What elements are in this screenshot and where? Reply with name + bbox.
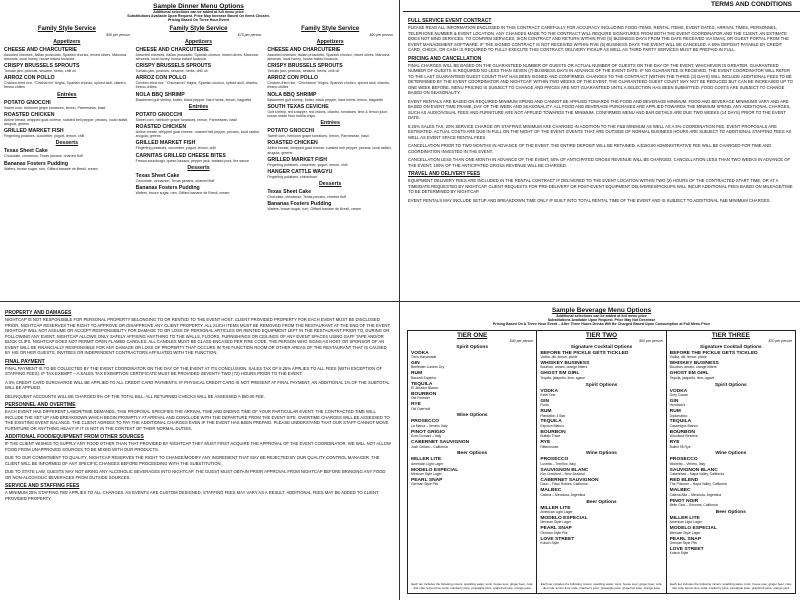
terms-section-heading: PROPERTY AND DAMAGES <box>5 310 72 316</box>
beverage-item-name: TEQUILA <box>411 381 433 387</box>
menu-item-name: ARROZ CON POLLO <box>4 75 55 82</box>
beverage-item-description: Buffalo Trace <box>540 434 561 439</box>
menu-section-heading: Entrées <box>188 103 209 110</box>
terms-body <box>403 12 800 210</box>
beverage-item-description: Fords <box>540 403 549 408</box>
beverage-item-name: VODKA <box>540 388 558 394</box>
beverage-section-heading: Beer Options <box>457 451 488 457</box>
beverage-item-description: Catena Alta – Mendoza, Argentina <box>669 492 722 497</box>
beverage-item-description: Vodka, dill, lemon, pickle <box>669 355 707 360</box>
property-terms-body <box>0 304 397 508</box>
beverage-item-name: VODKA <box>411 350 429 356</box>
menu-item-name: ARROZ CON POLLO <box>135 75 187 82</box>
beverage-menu-page <box>403 304 800 600</box>
menu-item-description: Sweet corn, heirloom grape tomatoes, lemon, Parmesean, basil <box>135 117 237 122</box>
terms-paragraph: EVENT RENTALS MAY INCLUDE SETUP AND BREAKDOWN TIME ONLY IF BUILT INTO TOTAL RENTAL TIME OF THE EVENT AND IS SUBJECT TO ADDITIONAL F&B MINIMUM CHARGES. <box>408 197 771 203</box>
beverage-item-description: Mexican Style Lager <box>411 472 442 477</box>
menu-item-description: Fingerling potatoes, cucumber, yogurt, lemon, chili <box>267 162 348 167</box>
menu-item-name: CRISPY BRUSSELS SPROUTS <box>267 63 343 70</box>
beverage-section-heading: Wine Options <box>715 451 747 457</box>
beverage-item-description: Kim Crawford – New Zealand <box>540 472 585 477</box>
menu-item-name: ARROZ CON POLLO <box>267 75 319 82</box>
beverage-item-name: PEARL SNAP <box>540 526 572 532</box>
beverage-item-name: LOVE STREET <box>540 536 575 542</box>
beverage-item-description: Vodka, dill, lemon, pickle <box>540 355 578 360</box>
beverage-item-description: Belle Glos – Sonoma, California <box>669 503 718 508</box>
beverage-section-heading: Signature Cocktail Options <box>570 344 633 350</box>
menu-item-name: CRISPY BRUSSELS SPROUTS <box>135 63 212 70</box>
beverage-item-name: GIN <box>411 360 420 366</box>
beverage-tier-columns <box>407 330 796 594</box>
menu-item-description: Assorted cheeses, Italian prosciutto, Spanish chorizo, mixed olives, Marcona almonds, local honey, house baked focaccia <box>4 52 127 61</box>
terms-paragraph: CANCELLATION PRIOR TO TWO MONTHS IN ADVANCE OF THE EVENT, THE ENTIRE DEPOSIT WILL BE RETAINED. A $150.00 ADMINISTRATIVE FEE WILL BE CHARGED FOR TIME AND COORDINATION INVESTED IN THE EVENT. <box>408 143 772 154</box>
menu-item-description: Chicken-fried rice, "Chicharron" thighs, Spanish chorizo, spiced aioli, cilantro, fresno chilies <box>267 81 390 90</box>
menu-item-name: CARNITAS GRILLED CHEESE BITES <box>135 152 226 159</box>
menu-item-name: NOLA BBQ SHRIMP <box>135 91 185 98</box>
beverage-item-name: RYE <box>669 440 680 446</box>
beverage-item-name: PINOT GRIGIO <box>411 429 445 435</box>
beverage-item-name: RYE <box>411 402 421 408</box>
menu-item-description: Airline breast, whipped goat cheese, roasted bell pepper, pecans, local radish, arugula, greens <box>135 130 260 139</box>
beverage-item-description: Beefeater London Dry <box>411 365 445 370</box>
terms-paragraph: NIGHTCAP IS NOT RESPONSIBLE FOR PERSONAL PROPERTY BELONGING TO OR RENTED TO THE EVENT HOST. CLIENT PROVIDED PROPERTY FOR EACH EVENT MUST BE DISCLOSED PRIOR. NIGHTCAP RESERVES THE RIGHT TO APPROVE OR DISAPPROVE ANY CLIENT PROPERTY. ALL SUCH ITEMS MUST BE REMOVED FROM THE RESTAURANT AT THE END OF THE EVENT. NIGHTCAP WILL NOT ASSUME OR ACCEPT RESPONSIBILITY FOR DAMAGE TO OR LOSS OF PERSONAL ARTICLES OR RENTED EQUIPMENT LEFT IN THE RESTAURANT PRIOR TO, DURING OR FOLLOWING ANY EVENT. NIGHTCAP ALLOWS ONLY SAFELY AFFIXING ANYTHING TO THE WALLS, FLOORS, FURNISHINGS OR CEILINGS OF ANY EVENT SPACES USING GAFF TAPE AND/OR BLICK CLIPS. NIGHTCAP DOES NOT PERMIT OPEN FLAMED CANDLES. ALL CANDLES MUST BE GLASS ENCASED PER FIRE CODE. THE PERSON WHO SIGNS AS HOST OR SPONSOR OF AN EVENT WILL BE FINANCIALLY RESPONSIBLE FOR ANY DAMAGE OR LOSS OF PROPERTY THAT OCCURS IN THE FUNCTION ROOM OR OTHER AREAS OF THE RESTAURANT THAT IS CAUSED BY HIS OR HER GUESTS, INVITEES OR INDEPENDENT CONTRACTORS AFFILIATED WITH THE FUNCTION. <box>5 317 391 355</box>
menu-item-description: Tomato jam, peanuts, sesame, herbs, chili oil <box>4 69 76 74</box>
dinner-menu-title: Sample Dinner Menu Options <box>153 3 244 10</box>
dinner-menu-columns <box>4 26 393 212</box>
menu-item-description: Fresca sourdough, queso oaxaca, pepper jack, braised pork, fire sauce <box>135 158 249 163</box>
menu-item-description: Fingerling potatoes, chimichurri <box>267 175 318 180</box>
beverage-item-description: Grey Goose <box>669 392 688 397</box>
beverage-item-description: German Style Pils <box>540 530 568 535</box>
beverage-item-name: SAUVIGNON BLANC <box>540 467 589 473</box>
beverage-item-description: Mionetto – Veneto, Italy <box>669 461 706 466</box>
menu-item-description: Wafers, brown sugar, rum, Giffard banane de Bresil, cream <box>135 191 230 196</box>
beverage-section-heading: Wine Options <box>456 413 488 419</box>
menu-section-heading: Appetizers <box>184 38 213 45</box>
menu-item-description: Chocolate, cinnamon, Texas pecans, charred fluff <box>4 154 83 159</box>
terms-section-heading: PRICING AND CANCELLATION <box>408 55 482 62</box>
beverage-item-name: MILLER LITE <box>669 515 700 521</box>
menu-item-name: POTATO GNOCCHI <box>4 99 51 106</box>
menu-item-name: NOLA BBQ SHRIMP <box>267 91 317 98</box>
beverage-item-description: Lunetta – Trentino, Italy <box>540 461 576 466</box>
menu-item-description: Wafers, brown sugar, rum, Giffard banane de Bresil, cream <box>4 166 98 171</box>
menu-section-heading: Desserts <box>187 164 210 171</box>
beverage-item-name: PROSECCO <box>540 457 569 463</box>
menu-item-name: Bananas Fosters Pudding <box>4 160 68 167</box>
beverage-item-description: Bulleit 95 Rye <box>669 444 691 449</box>
beverage-menu-subtitle-3: Pricing Based On A Three Hour Event – After Three Hours Drinks Will Be Charged Based Upon Consumption at Full Menu Price <box>492 322 711 327</box>
beverage-item-description: Diplomatico <box>669 413 688 418</box>
beverage-item-name: RUM <box>411 371 423 377</box>
terms-paragraph: FINAL PAYMENT IS TO BE COLLECTED BY THE EVENT COORDINATOR ON THE DAY OF THE EVENT AT ITS CONCLUSION. SALES TAX OF 8.25% APPLIES TO ALL FEES (WITH EXCEPTION OF STAFFING FEES). IF TAX EXEMPT – A SALES TAX EXEMPTION CERTIFICATE MUST BE PROVIDED SEVENTY TWO (72) HOURS PRIOR TO THE EVENT. <box>5 365 383 376</box>
menu-column-price: $75 per person <box>237 32 262 37</box>
beverage-item-name: TEQUILA <box>540 419 562 425</box>
beverage-item-name: CABERNET SAUVIGNON <box>540 478 599 484</box>
menu-section-heading: Appetizers <box>316 38 344 45</box>
terms-section-heading: TRAVEL AND DELIVERY FEES <box>408 171 481 177</box>
beverage-item-name: GIN <box>669 398 679 404</box>
beverage-item-description: Tito's Handmade <box>411 355 437 360</box>
menu-item-name: Texas Sheet Cake <box>135 172 180 179</box>
beverage-item-name: LOVE STREET <box>669 546 704 552</box>
tier-title: TIER ONE <box>457 331 488 339</box>
beverage-item-name: RED BLEND <box>669 478 699 484</box>
beverage-item-name: PEARL SNAP <box>669 536 702 542</box>
beverage-item-name: GHOST EM GIRL <box>540 371 580 377</box>
beverage-item-name: MALBEC <box>669 488 691 494</box>
horizontal-divider <box>0 301 800 302</box>
menu-column-price: $90 per person <box>369 32 394 37</box>
beverage-item-name: WHISKEY BUSINESS <box>540 360 590 366</box>
terms-section-heading: FULL SERVICE EVENT CONTRACT <box>408 18 492 24</box>
beverage-item-name: GHOST EM GIRL <box>669 371 709 377</box>
beverage-item-description: Hendrick's <box>669 403 686 408</box>
beverage-item-description: Ecco Domani – Italy <box>411 434 442 439</box>
menu-item-name: GRILLED MARKET FISH <box>267 156 327 163</box>
beverage-item-description: Mexican Style Lager <box>540 520 572 525</box>
terms-paragraph: EQUIPMENT DELIVERY FEES ARE INCLUDED IN THE RENTAL CONTRACT IF DELIVERED TO THE EVENT LOCATION WITHIN TWO (2) HOURS OF THE CONTRACTED START TIME, OR AT A TIME/DATE REQUESTED BY NIGHTCAP. CLIENT REQUESTS FOR PRE-DELIVERY OR POST-EVENT EQUIPMENT DELIVERIES/PICKUPS WILL INCUR ADDITIONAL FEES BASED ON MILEAGE/TIME TO BE DETERMINED BY NIGHTCAP. <box>408 178 793 194</box>
menu-section-heading: Entrées <box>57 91 77 98</box>
beverage-item-name: MODELO ESPECIAL <box>540 515 588 521</box>
beverage-item-name: PEARL SNAP <box>411 478 443 484</box>
beverage-item-name: VODKA <box>669 388 688 394</box>
terms-paragraph: DUE TO STATE LAW, GUESTS MAY NOT BRING ANY ALCOHOLIC BEVERAGES INTO NIGHTCAP. THE GUEST MUST OBTAIN PRIOR APPROVAL FROM NIGHTCAP BEFORE BRINGING ANY FOOD OR NON-ALCOHOLIC BEVERAGES FROM OUTSIDE SOURCES. <box>5 469 386 480</box>
menu-item-name: ROASTED CHICKEN <box>4 111 55 118</box>
menu-column-title: Family Style Service <box>301 25 360 32</box>
menu-item-description: Chocolate, cinnamon, Texas pecans, charred fluff <box>267 195 346 200</box>
tier-title: TIER TWO <box>585 331 618 339</box>
menu-item-name: POTATO GNOCCHI <box>135 111 183 118</box>
menu-item-name: CRISPY BRUSSELS SPROUTS <box>4 63 80 70</box>
menu-item-description: Sweet corn, heirloom grape tomatoes, lemon, Parmesean, basil <box>267 134 369 139</box>
beverage-item-description: German Style Pils <box>669 541 697 546</box>
menu-item-description: Wafers, brown sugar, rum, Giffard banane de Bresil, cream <box>267 207 362 212</box>
beverage-item-description: El Jimador Blanco <box>411 385 439 390</box>
menu-item-name: Texas Sheet Cake <box>4 148 48 155</box>
menu-item-description: Blackened gulf shrimp, butter, black pepper, hard herbs, lemon, baguette <box>267 97 384 102</box>
menu-column <box>267 26 393 212</box>
terms-paragraph: IF THE CLIENT WISHES TO SUPPLY ANY FOOD OTHER THAN THAT PROVIDED BY NIGHTCAP THEY MUST FIRST ACQUIRE THE APPROVAL OF THE EVENT COORDINATOR. WE WILL NOT ALLOW FOOD FROM UNAPPROVED SOURCES TO BE MIXED WITH OUR PRODUCTS. <box>5 441 391 452</box>
menu-item-description: Assorted cheeses, Italian prosciutto, Spanish chorizo, mixed olives, Marcona almonds, local honey, house baked focaccia <box>267 52 390 61</box>
tier-mixers-note: Each tier includes the following mixers: sparkling water, tonic, house sour, ginger beer, cola, diet cola, lemon-lime soda, cranberry juice, pineapple juice, grapefruit juice, orange juice <box>670 582 792 591</box>
menu-item-name: CHEESE AND CHARCUTERIE <box>267 46 341 53</box>
beverage-section-heading: Wine Options <box>586 451 617 457</box>
beverage-item-description: Old Forester <box>411 396 430 401</box>
dinner-menu-page <box>0 0 397 299</box>
terms-paragraph: A 3% CREDIT CARD SURCHARGE WILL BE APPLIED TO ALL CREDIT CARD PAYMENTS. IF PHYSICAL CREDIT CARD IS NOT PRESENT AT FINAL PAYMENT, AN ADDITIONAL 1% OF THE SUBTOTAL WILL BE APPLIED. <box>5 379 390 390</box>
beverage-item-name: MILLER LITE <box>411 457 442 463</box>
beverage-item-description: American Light Lager <box>669 520 702 525</box>
menu-column <box>4 26 130 212</box>
beverage-item-description: Daou – Paso Robles, California <box>540 482 588 487</box>
beverage-item-name: SAUVIGNON BLANC <box>669 467 718 473</box>
menu-item-description: Chicken-fried rice, "Chicharron" thighs, Spanish chorizo, spiced aioli, cilantro, fresno chilies <box>4 81 127 90</box>
beverage-menu-subtitle-1: Additional selections can be added at full menu price <box>556 314 647 318</box>
beverage-item-name: MILLER LITE <box>540 505 571 511</box>
menu-column-price: $50 per person <box>106 32 130 37</box>
beverage-section-heading: Spirit Options <box>585 382 618 388</box>
menu-item-description: Airline breast, whipped goat cheese, roasted bell pepper, pecans, local radish, arugula, greens <box>267 146 392 155</box>
beverage-item-description: Tequila, jalapeño, lime, agave <box>669 375 715 380</box>
menu-item-name: CHEESE AND CHARCUTERIE <box>135 46 209 53</box>
menu-section-heading: Desserts <box>318 181 342 188</box>
terms-paragraph: EACH EVENT HAS DIFFERENT LABOR/TIME DEMANDS. THIS PROPOSAL SPECIFIES THE ARRIVAL TIME AND ENDING TIME OF YOUR PARTICULAR EVENT. THE CONTRACTED TIME WILL INCLUDE THE SET UP AND BREAKDOWN WHICH BEGIN PROMPTLY AT ARRIVAL AND CONCLUDE WITH THE DEPARTURE FROM THE EVENT SITE. OVERTIME CHARGES WILL BE ASSESSED TO THE EXISTING EVENT BALANCE. THE CLIENT AGREES TO PAY THE ADDITIONAL CHARGES EVEN IF THE EVENT HAS BEEN PREPAID. PLEASE UNDERSTAND THAT OUR STAFF CANNOT MOVE FURNITURE OR ANYTHING HEAVY IF IT IS NOT IN THE CONTEXT OF THEIR NORMAL DUTIES. <box>5 409 390 431</box>
menu-item-name: ROASTED CHICKEN <box>135 124 187 131</box>
beverage-item-name: BOURBON <box>540 429 566 435</box>
beverage-item-name: MALBEC <box>540 488 562 494</box>
beverage-section-heading: Signature Cocktail Options <box>700 344 762 350</box>
vertical-divider <box>399 0 400 600</box>
beverage-item-name: CABERNET SAUVIGNON <box>411 440 470 446</box>
beverage-item-name: RUM <box>540 409 552 415</box>
menu-item-description: Tomato jam, peanuts, sesame, herbs, chili oil <box>135 69 208 74</box>
beverage-item-description: Kolsch Style <box>669 551 689 556</box>
menu-item-name: CHEESE AND CHARCUTERIE <box>4 46 78 53</box>
menu-section-heading: Appetizers <box>53 38 81 45</box>
beverage-item-description: American Light Lager <box>540 510 573 515</box>
property-terms-page <box>0 304 397 600</box>
menu-item-name: Bananas Fosters Pudding <box>135 185 200 192</box>
menu-column <box>136 26 262 212</box>
beverage-item-description: Mexican Style Lager <box>669 530 701 535</box>
menu-item-name: POTATO GNOCCHI <box>267 128 315 135</box>
beverage-item-description: Rittenhouse <box>540 444 559 449</box>
beverage-item-description: Tequila, jalapeño, lime, agave <box>540 375 585 380</box>
beverage-item-description: Old Overholt <box>411 406 431 411</box>
tier-mixers-note: Each tier includes the following mixers: sparkling water, tonic, house sour, ginger beer, cola, diet cola, lemon-lime soda, cranberry juice, pineapple juice, grapefruit juice, orange juice <box>540 582 663 591</box>
beverage-section-heading: Spirit Options <box>714 382 747 388</box>
beverage-item-name: PINOT NOIR <box>669 498 699 504</box>
menu-item-description: Sweet corn, heirloom grape tomatoes, lemon, Parmesean, basil <box>4 105 106 110</box>
beverage-item-name: PROSECCO <box>669 457 698 463</box>
menu-item-name: SOUTH TEXAS CEVICHE <box>267 103 329 110</box>
menu-item-description: Fingerling potatoes, cucumber, yogurt, lemon, chili <box>4 134 85 139</box>
beverage-item-description: Espolon Blanco <box>540 423 564 428</box>
menu-item-name: Texas Sheet Cake <box>267 189 312 196</box>
tier-price: $40 per person <box>509 338 534 343</box>
menu-item-description: Assorted cheeses, Italian prosciutto, Spanish chorizo, mixed olives, Marcona almonds, local honey, house baked focaccia <box>135 52 258 61</box>
menu-item-description: Airline breast, whipped goat cheese, roasted bell pepper, pecans, local radish, arugula, greens <box>4 117 129 127</box>
beverage-menu-title: Sample Beverage Menu Options <box>551 307 652 314</box>
menu-item-name: HANGER CATTLE WAGYU <box>267 169 333 176</box>
menu-column-title: Family Style Service <box>169 25 228 32</box>
tier-price: $60 per person <box>639 338 663 343</box>
menu-item-description: Blackened gulf shrimp, butter, black pepper, hard herbs, lemon, baguette <box>135 97 252 102</box>
terms-paragraph: A MINIMUM 25% STAFFING FEE APPLIES TO ALL CHARGES. AS EVENTS ARE CUSTOM DESIGNED, STAFFING FEES MAY VARY AS A RESULT. ADDITIONAL FEES MAY BE ADDED TO CLIENT PROVIDED PROPERTY. <box>5 490 379 501</box>
beverage-item-description: Josh Cellars – California <box>411 444 448 449</box>
beverage-item-description: Bacardi Superior <box>411 375 437 380</box>
terms-section-heading: ADDITIONAL FOOD/EQUIPMENT FROM OTHER SOURCES <box>5 434 144 440</box>
beverage-item-description: La Marca – Veneto, Italy <box>411 423 448 428</box>
menu-item-description: Tomato jam, peanuts, sesame, herbs, chili oil <box>267 69 340 74</box>
beverage-item-name: GIN <box>540 398 550 404</box>
menu-item-name: Bananas Fosters Pudding <box>267 201 332 208</box>
beverage-item-description: German Style Pils <box>411 482 439 487</box>
beverage-item-description: Woodford Reserve <box>669 434 698 439</box>
beverage-tier-column <box>667 331 795 593</box>
terms-paragraph: PLEASE READ ALL INFORMATION ENCLOSED IN THIS CONTRACT CAREFULLY FOR ACCURACY INCLUDING FOOD ITEMS, RENTAL ITEMS, EVENT DATES, ARRIVAL TIMES, PERSONNEL, TELEPHONE NUMBER & EVENT LOCATION. ANY CHANGES MADE TO THE CONTRACT WILL REQUIRE SIGNATURES FROM BOTH THE EVENT COORDINATOR AND THE CLIENT. AN ESTIMATE DOES NOT BIND SERVICES. TO CONFIRM SERVICES, SIGN CONTRACT AND RETURN WITHIN FIVE (5) BUSINESS DAYS FROM THE DATE RECEIVED VIA EMAIL OR GUEST PORTAL FROM THE EVENT MANAGEMENT SOFTWARE. IF THE SIGNED CONTRACT IS NOT RECEIVED WITHIN FIVE (5) BUSINESS DAYS THE EVENT WILL BE CANCELED. A 50% DEPOSIT PAYABLE BY CREDIT CARD, CHECK, OR CASH IS REQUIRED TO FULLY EXECUTE THIS CONTRACT. DELIVERY PICKUP AS WELL AS THIRD PARTY SERVICES MUST BE PREPAID IN FULL. <box>408 25 789 52</box>
terms-paragraph: 8.25% SALES TAX, 20% SERVICE CHARGE OR STAFFING MINIMUM ARE CHARGED IN ADDITION TO THE F&B MINIMUM AS WELL AS A 5% COORDINATION FEE. EVENT PROPOSALS ARE ESTIMATED. ACTUAL COSTS ARE DUE IN FULL ON THE NIGHT OF THE EVENT. EVENTS THAT ARE OUTSIDE OF NORMAL BUSINESS HOURS ARE SUBJECT TO ADDITIONAL STAFFING FEES AS WELL AS EVENT SPACE RENTAL FEES. <box>408 123 792 140</box>
menu-item-description: Chocolate, cinnamon, Texas pecans, charred fluff <box>135 178 215 183</box>
dinner-menu-subtitle-1: Additional selections can be added at full menu price <box>153 10 244 14</box>
terms-paragraph: FINAL CHARGES WILL BE BASED ON THE GUARANTEED NUMBER OF GUESTS OR ACTUAL NUMBER OF GUESTS ON THE DAY OF THE EVENT, WHICHEVER IS GREATER. GUARANTEED NUMBER OF GUESTS IS REQUIRED NO LESS THAN SEVEN (7) BUSINESS DAYS IN ADVANCE OF THE EVENT DATE. IF NO GUARANTEE IS RECEIVED, THE EVENT COORDINATOR WILL REFER TO THE LAST GUARANTEED GUEST COUNT THAT HAS BEEN SIGNED AND CONFIRMED. CHANGES TO THE CONTRACT (WITHIN THE THREE (3) DAYS) WILL INCLUDE ADDITIONAL FEES TO BE DETERMINED BY THE EVENT COORDINATOR AND NIGHTCAP. WITHIN TWO WEEKS OF THE EVENT, THE GUARANTEED GUEST COUNT MAY NOT BE REDUCED BUT CAN BE INCREASED UP TO ONE WEEK BEFORE. MENU PRICING IS SUBJECT TO CHANGE AND PRICES ARE NOT GUARANTEED UNTIL A SELECTION HAS BEEN SUBMITTED. FOOD COSTS ARE SUBJECT TO CHANGE BASED ON SEASONALITY. <box>408 62 793 95</box>
beverage-item-description: Ketel One <box>540 392 556 397</box>
beverage-item-name: MODELO ESPECIAL <box>669 526 717 532</box>
terms-section-heading: PERSONNEL AND OVERTIME <box>5 402 76 408</box>
beverage-item-description: Casamigos Blanco <box>669 423 698 428</box>
menu-item-description: Chicken-fried rice, "Chicharron" thighs, Spanish chorizo, spiced aioli, cilantro, fresno chilies <box>135 81 259 90</box>
beverage-tier-column <box>408 331 537 593</box>
beverage-item-name: BEFORE THE PICKLE GETS TICKLED <box>669 350 758 356</box>
terms-paragraph: CANCELLATION LESS THAN ONE MONTH IN ADVANCE OF THE EVENT, 50% OF ANTICIPATED GROSS REVENUE WILL BE CHARGED. CANCELLATION LESS THAN TWO WEEKS IN ADVANCE OF THE EVENT, 100% OF THE ANTICIPATED GROSS REVENUE WILL BE CHARGED. <box>408 157 791 168</box>
menu-item-description: Fingerling potatoes, cucumber, yogurt, lemon, chili <box>135 146 216 151</box>
beverage-item-name: BEFORE THE PICKLE GETS TICKLED <box>540 350 629 356</box>
dinner-menu-subtitle-3: Pricing Based On Three Hour Event <box>168 18 229 23</box>
beverage-section-heading: Beer Options <box>715 509 746 515</box>
beverage-item-description: American Light Lager <box>411 461 444 466</box>
terms-page <box>403 0 800 299</box>
beverage-item-description: Catena – Mendoza, Argentina <box>540 492 586 497</box>
tier-price: $70 per person <box>768 338 792 343</box>
terms-section-heading: SERVICE AND STAFFING FEES <box>5 483 80 489</box>
menu-item-name: GRILLED MARKET FISH <box>4 128 64 135</box>
terms-paragraph: DELINQUENT ACCOUNTS WILL BE CHARGED 5% OF THE TOTAL BILL. ALL RETURNED CHECKS WILL BE ASSESSED A $50.00 FEE. <box>5 393 265 399</box>
beverage-item-name: BOURBON <box>669 429 695 435</box>
beverage-section-heading: Spirit Options <box>456 344 489 350</box>
menu-column-title: Family Style Service <box>37 25 96 32</box>
beverage-item-name: RYE <box>540 440 551 446</box>
beverage-item-name: WHISKEY BUSINESS <box>669 360 719 366</box>
beverage-item-name: PROSECCO <box>411 419 439 425</box>
menu-section-heading: Entrées <box>320 120 340 127</box>
terms-title: TERMS AND CONDITIONS <box>403 0 800 12</box>
beverage-item-description: Kolsch Style <box>540 541 559 546</box>
beverage-item-description: The Prisoner – Napa Valley, California <box>669 482 727 487</box>
terms-section-heading: FINAL PAYMENT <box>5 358 45 365</box>
beverage-tier-column <box>537 331 666 593</box>
dinner-menu-subtitle-2: Substitutions Available Upon Request. Price May Increase Based On Items Chosen. <box>127 14 270 19</box>
terms-paragraph: EVENT RENTALS ARE BASED ON REQUIRED MINIMUM SPEND AND CANNOT BE APPLIED TOWARDS THE FOOD AND BEVERAGE MINIMUM. FOOD AND BEVERAGE MINIMUMS VARY AND ARE BASED ON EVENT TIME FRAME, DAY OF THE WEEK AND SEASONALITY. ALL FOOD AND BEVERAGE PURCHASES ARE APPLIED TOWARDS THE MINIMUM SPEND. ANY ADDITIONAL CHARGES, SUCH AS AUDIO/VISUAL FEES AND FURNITURE ARE NOT APPLIED TOWARDS THE MINIMUM. CONFIRMED MENU AND BAR DETAILS ARE DUE TWO WEEKS (14 DAYS) PRIOR TO THE EVENT DATE. <box>408 98 791 120</box>
menu-section-heading: Desserts <box>55 140 79 147</box>
beverage-item-name: MODELO ESPECIAL <box>411 467 459 473</box>
terms-paragraph: DUE TO OUR COMMITMENT TO QUALITY, NIGHTCAP RESERVES THE RIGHT TO CHANGE/MODIFY ANY INGREDIENT THAT MAY BE REJECTED BY OUR QUALITY CONTROL MANAGER. THE CLIENT WILL BE INFORMED OF ANY SPECIFIC CHANGES BEFORE PROCEEDING WITH THE SUBSTITUTION. <box>5 455 380 466</box>
beverage-item-name: BOURBON <box>411 391 437 397</box>
menu-item-description: Gulf shrimp, red snapper, red onions, cilantro, tomatoes, lime & lemon juice, house made flour tortilla chips <box>267 109 388 119</box>
tier-mixers-note: Each tier includes the following mixers: sparkling water, tonic, house sour, ginger beer, cola, diet cola, lemon-lime soda, cranberry juice, pineapple juice, grapefruit juice, orange juice <box>411 582 533 591</box>
beverage-item-name: TEQUILA <box>669 419 692 425</box>
beverage-item-description: Plantation 3 Star <box>540 413 566 418</box>
beverage-item-description: Bourbon, amaro, orange bitters <box>669 365 717 370</box>
tier-title: TIER THREE <box>711 331 750 339</box>
beverage-section-heading: Beer Options <box>586 499 617 505</box>
beverage-item-description: Bourbon, amaro, orange bitters <box>540 365 588 370</box>
menu-item-name: GRILLED MARKET FISH <box>135 140 196 147</box>
beverage-menu-subtitle-2: Substitutions Available Upon Request. Price May Not Decrease <box>547 318 656 323</box>
beverage-item-description: Cakebread – Napa Valley, California <box>669 472 724 477</box>
beverage-item-name: RUM <box>669 409 681 415</box>
menu-item-name: ROASTED CHICKEN <box>267 140 318 147</box>
